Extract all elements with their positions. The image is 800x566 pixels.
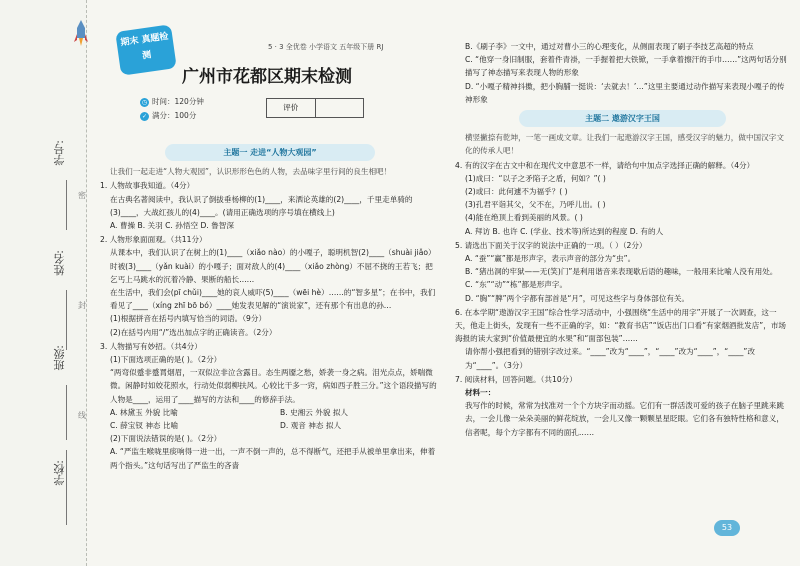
student-id-line[interactable]	[66, 180, 68, 230]
binding-strip	[0, 0, 87, 566]
sub-question: (4)能在绝顶上看到美丽的风景。( )	[465, 213, 583, 223]
sub-question: (2)下面说法错误的是( )。（2分）	[110, 434, 222, 444]
section-title: 主题二 遨游汉字王国	[519, 110, 727, 127]
question-text: 在古典名著阅读中，我认识了倒拔垂杨柳的(1)____，来洒论英雄的(2)____，千里走单骑的(3)____，大战红孩儿的(4)____。(请用正确选项的序号填在横线上)	[110, 194, 413, 217]
score-box[interactable]	[266, 98, 364, 118]
sub-question: (1)根据拼音在括号内填写恰当的词语。（9分）	[110, 314, 267, 324]
option-c: C. 薛宝钗 神态 比喻	[110, 421, 179, 431]
section-intro: 让我们一起走进“人物大观园”，认识形形色色的人物，去品味字里行间的良生相吧！	[110, 167, 392, 177]
left-column	[100, 140, 440, 472]
question-title: 5. 请选出下面关于汉字的说法中正确的一项。（ ）（2分）	[455, 240, 647, 250]
page-number: 53	[714, 520, 740, 536]
rocket-icon	[74, 20, 88, 46]
class-line[interactable]	[66, 385, 68, 440]
school-line[interactable]	[66, 450, 68, 525]
answer-options: A. 曹操 B. 关羽 C. 孙悟空 D. 鲁智深	[110, 221, 234, 231]
sub-question: (2)或曰：此何遽不为福乎？( )	[465, 187, 568, 197]
score-info: ✓ 满分：100分	[141, 111, 197, 120]
section-title: 主题一 走进“人物大观园”	[165, 144, 376, 161]
answer-options	[100, 419, 440, 432]
school-label: 学校:	[53, 460, 66, 486]
question-title: 2. 人物形象面面观。（共11分）	[100, 235, 207, 245]
clock-icon: ◷	[141, 98, 148, 106]
cut-mark: 线	[78, 411, 86, 420]
quote-passage: “两弯似蹙非蹙罥烟眉，一双似泣非泣含露目。态生两靥之愁，娇袭一身之病。泪光点点，娇喘微微。闲静时如姣花照水，行动处似弱柳扶风。心较比干多一窍，病如西子胜三分。”这个语段描写的人物是____，运用了____描写的方法和____的修辞手法。	[110, 368, 437, 404]
answer-options: A. 拜访 B. 也许 C. (学业、技术等)所达到的程度 D. 有的人	[465, 226, 664, 236]
question-title: 6. 在本学期“遨游汉字王国”综合性学习活动中，小强围绕“生活中的用字”开展了一次调查，这一天，他走上街头，发现有一些不正确的字，如：“教育书店”“饭店出门口看“有家烟酒批发店”，市场海报的读大家到“价值最便宜的水果”和“面部包装”……	[455, 307, 787, 344]
sub-question: (3)孔君平诣其父，父不在，乃呼儿出。( )	[465, 200, 606, 210]
section-intro: 横竖撇捺有乾坤，一笔一画成文章。让我们一起遨游汉字王国，感受汉字的魅力，做中国汉字文化的传承人吧！	[465, 133, 784, 156]
check-icon: ✓	[141, 112, 148, 120]
exam-badge: 期末 真题检测	[115, 24, 177, 75]
class-label: 班级:	[53, 345, 66, 371]
option-d: D. 观音 神态 拟人	[280, 421, 342, 431]
option-text: B.《刷子李》一文中，通过对曹小三的心理变化，从侧面表现了刷子李技艺高超的特点	[465, 42, 754, 51]
option-text: D. “胸”“脾”两个字都有部首是“月”，可见这些字与身体部位有关。	[465, 293, 690, 303]
option-text: B. “猪出洞的牢狱——无(笑)门”是利用谐音来表现歇后语的趣味，一般用来比喻人没有用处。	[465, 267, 778, 277]
cut-mark: 密	[78, 191, 86, 200]
time-info: ◷ 时间：120分钟	[141, 97, 204, 106]
right-column	[455, 40, 790, 439]
sub-question: (1)成曰：“以子之矛陷子之盾，何如？”( )	[465, 173, 606, 183]
option-b: B. 史湘云 外貌 拟人	[280, 407, 349, 417]
cut-mark: 封	[78, 301, 86, 310]
option-text: C. “他穿一身旧制服，套着件青褂，一手握着把大铁锨，一手拿着擦汗的手巾……”这两句话分别描写了神态描写来表现人物的形象	[465, 55, 787, 78]
score-box-label: 评价	[267, 99, 316, 117]
option-a: A. 林黛玉 外貌 比喻	[110, 407, 178, 417]
question-text: 在生活中，我们会(pī chǔi)____她的哀人威吓(5)____（wēi hè）……的“智多星”；在书中，我们看见了____（xíng zhī bō bó）____她发表见解的“演说家”，还有那个有出息的孙…	[110, 288, 436, 311]
question-text: 从课本中，我们认识了在树上的(1)____（xiǎo nào）的小嘎子，聪明机智(2)____（shuài jiǎo）时被(3)____（yǎn kuài）的小嘎子；面对敌人的(4)____（xiǎo zhòng）不屈不挠的王若飞；把乞丐上马跳水的沉着冷静、果断的船长……	[110, 248, 436, 284]
option-text: D. “小嘎子精神抖擞，把小胸脯一挺说：‘去就去！’…”这里主要通过动作描写来表现小嘎子的传神形象	[465, 81, 785, 104]
page-title: 广州市花都区期末检测	[182, 67, 352, 87]
score-box-field[interactable]	[316, 99, 364, 117]
question-title: 7. 阅读材料，回答问题。（共10分）	[455, 374, 577, 384]
sub-question: (1)下面选项正确的是( )。（2分）	[110, 355, 222, 365]
option-text: A. “严监生喉咙里痰响得一进一出，一声不倒一声的，总不得断气，还把手从被单里拿出来，伸着两个指头。”这句话写出了严监生的吝啬	[110, 447, 436, 470]
question-title: 3. 人物描写有妙招。（共4分）	[100, 341, 202, 351]
option-text: A. “蚕”“赢”都是形声字，表示声音的部分为“虫”。	[465, 254, 636, 264]
material-text: 我写作的时候，常常为找准对一个个方块字而动摇。它们有一群活泼可爱的孩子在脑子里跳来跳去，一会儿像一朵朵美丽的鲜花绽放，一会儿又像一颗颗星星眨眼。它们各有独特性格和意义，信者呢，每个方字都有不同的面孔……	[465, 401, 784, 437]
sub-question: (2)在括号内用“/”选出加点字的正确读音。（2分）	[110, 327, 277, 337]
option-text: C. “东”“动”“栋”都是形声字。	[465, 280, 568, 290]
fill-in-text: 请你帮小强把看到的错别字改过来。“____”改为“____”，“____”改为“____”，“____”改为“____”。（3分）	[465, 347, 755, 370]
student-id-label: 学号:	[53, 140, 66, 166]
question-title: 1. 人物故事我知道。（4分）	[100, 181, 195, 191]
name-line[interactable]	[66, 290, 68, 350]
material-label: 材料一：	[465, 388, 496, 398]
series-header: 5 · 3 全优卷 小学语文 五年级下册 RJ	[268, 43, 384, 51]
name-label: 姓名:	[53, 250, 66, 276]
question-title: 4. 有的汉字在古文中和在现代文中意思不一样，请给句中加点字选择正确的解释。（4分）	[455, 160, 755, 170]
answer-options	[100, 406, 440, 419]
